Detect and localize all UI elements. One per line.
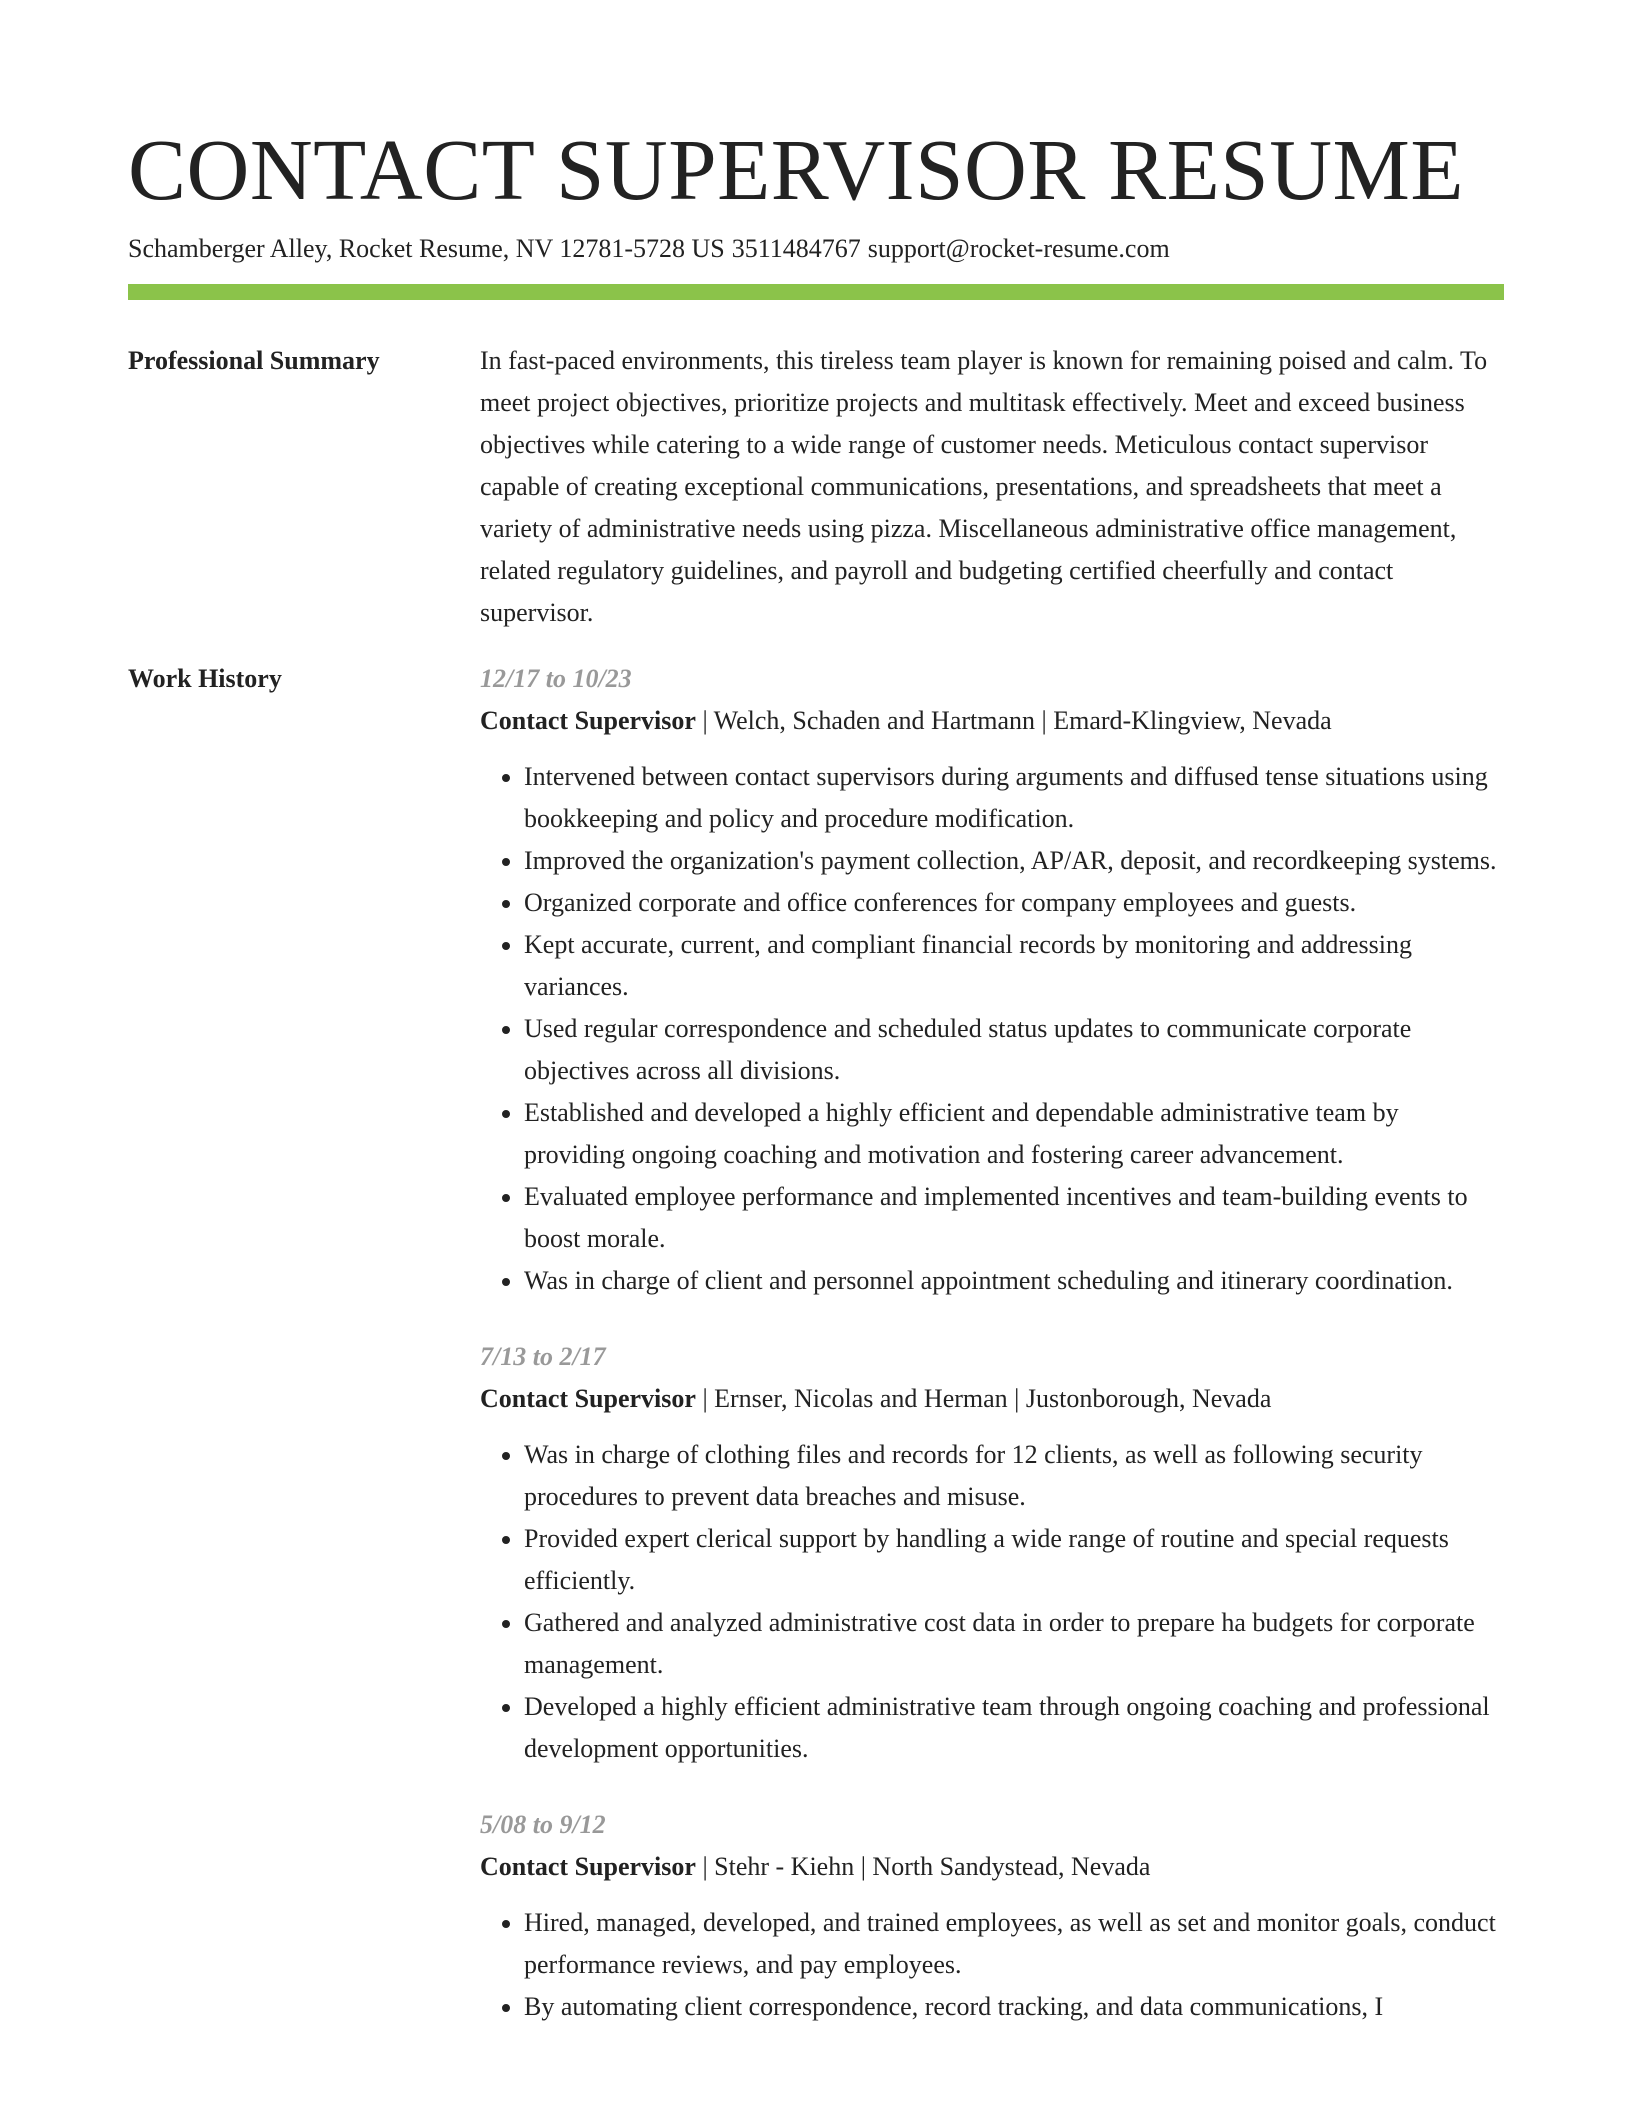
job-bullet: • Developed a highly efficient administrative team through ongoing coaching and professional development opportunities. <box>524 1686 1504 1770</box>
job-bullet: • Was in charge of client and personnel appointment scheduling and itinerary coordination. <box>524 1260 1504 1302</box>
summary-label: Professional Summary <box>128 346 380 375</box>
job-list <box>480 664 1504 2072</box>
job-entry <box>480 1804 1504 2028</box>
job-bullet: • Organized corporate and office conferences for company employees and guests. <box>524 882 1504 924</box>
job-dates: 12/17 to 10/23 <box>480 664 632 693</box>
job-heading <box>480 700 1504 742</box>
resume-title: CONTACT SUPERVISOR RESUME <box>128 121 1465 218</box>
job-title: Contact Supervisor <box>480 1384 696 1413</box>
job-employer-location: | Welch, Schaden and Hartmann | Emard-Klingview, Nevada <box>695 706 1332 735</box>
summary-text: In fast-paced environments, this tireless team player is known for remaining poised and calm. To meet project objectives, prioritize projects and multitask effectively. Meet and exceed business objectives while catering to a wide range of customer needs. Meticulous contact supervisor capable of creating exceptional communications, presentations, and spreadsheets that meet a variety of administrative needs using pizza. Miscellaneous administrative office management, related regulatory guidelines, and payroll and budgeting certified cheerfully and contact supervisor. <box>480 346 1488 627</box>
work-history-section <box>128 664 1504 2072</box>
job-bullet: • Hired, managed, developed, and trained employees, as well as set and monitor goals, conduct performance reviews, and pay employees. <box>524 1902 1504 1986</box>
contact-line <box>128 232 1504 266</box>
job-bullets <box>480 1902 1504 2028</box>
job-bullet: • Provided expert clerical support by handling a wide range of routine and special requests efficiently. <box>524 1518 1504 1602</box>
job-bullet: • Intervened between contact supervisors during arguments and diffused tense situations using bookkeeping and policy and procedure modification. <box>524 756 1504 840</box>
job-entry <box>480 658 1504 1302</box>
job-bullet: • Gathered and analyzed administrative cost data in order to prepare ha budgets for corporate management. <box>524 1602 1504 1686</box>
contact-email: support@rocket-resume.com <box>867 234 1170 263</box>
job-employer-location: | Stehr - Kiehn | North Sandystead, Nevada <box>695 1852 1151 1881</box>
header-divider <box>128 284 1504 300</box>
job-bullet: • Improved the organization's payment collection, AP/AR, deposit, and recordkeeping systems. <box>524 840 1504 882</box>
job-heading <box>480 1846 1504 1888</box>
job-bullet: • By automating client correspondence, record tracking, and data communications, I <box>524 1986 1504 2028</box>
job-heading <box>480 1378 1504 1420</box>
job-title: Contact Supervisor <box>480 1852 696 1881</box>
job-bullet: • Kept accurate, current, and compliant financial records by monitoring and addressing variances. <box>524 924 1504 1008</box>
job-dates: 7/13 to 2/17 <box>480 1342 606 1371</box>
resume-page <box>128 118 1504 2072</box>
contact-phone: 3511484767 <box>731 234 861 263</box>
job-dates: 5/08 to 9/12 <box>480 1810 606 1839</box>
job-bullet: • Established and developed a highly efficient and dependable administrative team by providing ongoing coaching and motivation and fostering career advancement. <box>524 1092 1504 1176</box>
job-employer-location: | Ernser, Nicolas and Herman | Justonborough, Nevada <box>695 1384 1272 1413</box>
job-bullets <box>480 1434 1504 1770</box>
work-history-label: Work History <box>128 664 282 693</box>
job-bullet: • Was in charge of clothing files and records for 12 clients, as well as following security procedures to prevent data breaches and misuse. <box>524 1434 1504 1518</box>
job-bullet: • Evaluated employee performance and implemented incentives and team-building events to boost morale. <box>524 1176 1504 1260</box>
job-bullet: • Used regular correspondence and scheduled status updates to communicate corporate objectives across all divisions. <box>524 1008 1504 1092</box>
job-title: Contact Supervisor <box>480 706 696 735</box>
contact-address: Schamberger Alley, Rocket Resume, NV 12781-5728 US <box>128 234 725 263</box>
job-entry <box>480 1336 1504 1770</box>
summary-section <box>128 346 1504 634</box>
job-bullets <box>480 756 1504 1302</box>
